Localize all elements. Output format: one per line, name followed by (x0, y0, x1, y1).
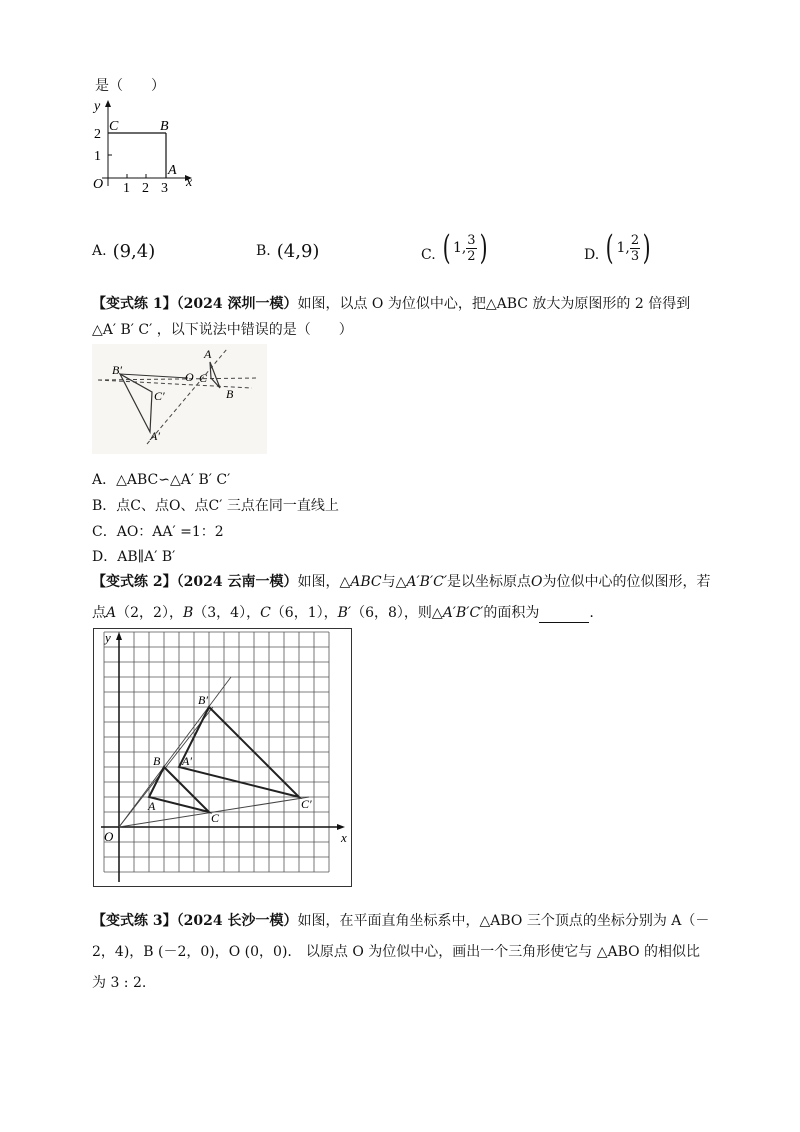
option-d-prefix: 1, (616, 240, 630, 256)
q2-point-b: B (182, 605, 194, 621)
q2-line1 (92, 572, 711, 592)
coordinate-figure-rectangle (88, 98, 198, 198)
option-c-numerator: 3 (467, 232, 476, 248)
q2-text-a: 如图， (297, 574, 340, 590)
q3-source: （2024 长沙一模） (176, 913, 298, 929)
point-a-label: A (168, 163, 177, 178)
q2-period: . (589, 605, 594, 621)
axis-y-label: y (94, 99, 101, 114)
q1-option-d[interactable]: D．AB∥A′ B′ (92, 549, 176, 565)
y-tick-1: 1 (94, 149, 101, 164)
q2-fig-x: x (341, 830, 347, 845)
axis-x-label: x (186, 175, 193, 190)
option-a-label: A. (92, 243, 107, 259)
option-c-prefix: 1, (452, 240, 467, 256)
option-b-label: B. (256, 243, 271, 259)
q1-option-c[interactable]: C．AO：AA′ =1：2 (92, 524, 224, 540)
point-b-label: B (160, 119, 169, 134)
q2-fig-a-prime: A′ (182, 754, 192, 768)
origin-label: O (93, 177, 104, 192)
q2-coord-a: （2，2）， (116, 605, 183, 621)
option-d-label: D. (584, 247, 600, 263)
q3-line3: 为 3 : 2. (92, 975, 147, 991)
option-a[interactable] (92, 236, 155, 266)
q1-fig-c: C (199, 371, 208, 385)
q2-fig-c-prime: C′ (301, 797, 312, 811)
x-tick-1: 1 (123, 181, 130, 196)
q1-fig-a: A (204, 347, 212, 361)
q1-figure-homothety (92, 344, 267, 454)
q1-text-1: 如图，以点 O 为位似中心，把△ABC 放大为原图形的 2 倍得到 (297, 296, 691, 312)
option-c-label: C. (421, 247, 436, 263)
q2-o: O (531, 574, 543, 590)
q1-fig-a-prime: A′ (150, 429, 160, 443)
q2-source: （2024 云南一模） (176, 574, 298, 590)
q2-fig-b-prime: B′ (198, 693, 208, 707)
question-stem-tail: 是（ ） (95, 78, 165, 94)
option-c-fraction (466, 233, 476, 264)
q2-text-f: 的面积为 (483, 605, 540, 621)
option-c-denominator: 2 (467, 248, 476, 264)
option-c[interactable]: C. ( 1, $\frac{3}{2}$ ) (421, 228, 488, 268)
q2-fig-b: B (153, 754, 161, 768)
q2-coord-c: （6，1）， (270, 605, 338, 621)
q2-coord-b: （3，4）， (193, 605, 261, 621)
q3-tag: 【变式练 3】 (92, 913, 177, 929)
q2-tri2: △A′B′C′ (395, 574, 448, 590)
q2-point-a: A (106, 605, 117, 621)
q2-fig-a: A (148, 799, 156, 813)
x-tick-2: 2 (142, 181, 149, 196)
q2-text-c: 是以坐标原点 (447, 574, 532, 590)
q3-line1 (92, 911, 709, 931)
q2-text-e: 点 (92, 605, 106, 621)
q2-fig-c: C (211, 811, 220, 825)
q2-text-d: 为位似中心的位似图形，若 (542, 574, 711, 590)
q2-fig-y: y (105, 630, 111, 645)
q1-fig-b-prime: B′ (112, 363, 122, 377)
q1-tag: 【变式练 1】 (92, 296, 177, 312)
q2-coord-b-prime: （6，8），则 (351, 605, 432, 621)
q2-tag: 【变式练 2】 (92, 574, 177, 590)
q1-option-a[interactable]: A．△ABC∽△A′ B′ C′ (92, 472, 231, 488)
point-c-label: C (109, 119, 119, 134)
q2-line2 (92, 603, 594, 623)
option-a-value: (9,4) (112, 240, 156, 262)
q1-line2: △A′ B′ C′ ，以下说法中错误的是（ ） (92, 322, 353, 338)
option-d-denominator: 3 (630, 248, 640, 264)
q1-source: （2024 深圳一模） (176, 296, 298, 312)
q1-fig-c-prime: C′ (154, 389, 165, 403)
q2-grid-figure (93, 628, 353, 888)
q1-fig-b: B (226, 387, 234, 401)
option-b[interactable] (256, 236, 319, 266)
y-tick-2: 2 (94, 127, 101, 142)
q1-fig-o: O (185, 370, 194, 384)
option-b-value: (4,9) (276, 240, 320, 262)
q2-answer-blank[interactable] (539, 608, 589, 623)
q2-fig-o: O (104, 829, 114, 844)
option-d[interactable]: D. ( 1, $\frac{2}{3}$ ) (584, 228, 651, 268)
q2-text-b: 与 (381, 574, 396, 590)
x-tick-3: 3 (161, 181, 168, 196)
q1-line1 (92, 294, 690, 314)
q2-point-c: C (260, 605, 271, 621)
q1-option-b[interactable]: B．点C、点O、点C′ 三点在同一直线上 (92, 498, 339, 514)
q2-point-b-prime: B′ (337, 605, 352, 621)
option-d-fraction (630, 233, 640, 264)
option-d-numerator: 2 (630, 232, 640, 248)
q2-tri3: △A′B′C′ (431, 605, 484, 621)
q2-tri1: △ABC (339, 574, 382, 590)
q3-line2: 2，4)，B (－2，0)，O (0，0). 以原点 O 为位似中心，画出一个三角形使它与 △ABO 的相似比 (92, 944, 701, 960)
q3-text-1: 如图，在平面直角坐标系中，△ABO 三个顶点的坐标分别为 A（－ (297, 913, 710, 929)
